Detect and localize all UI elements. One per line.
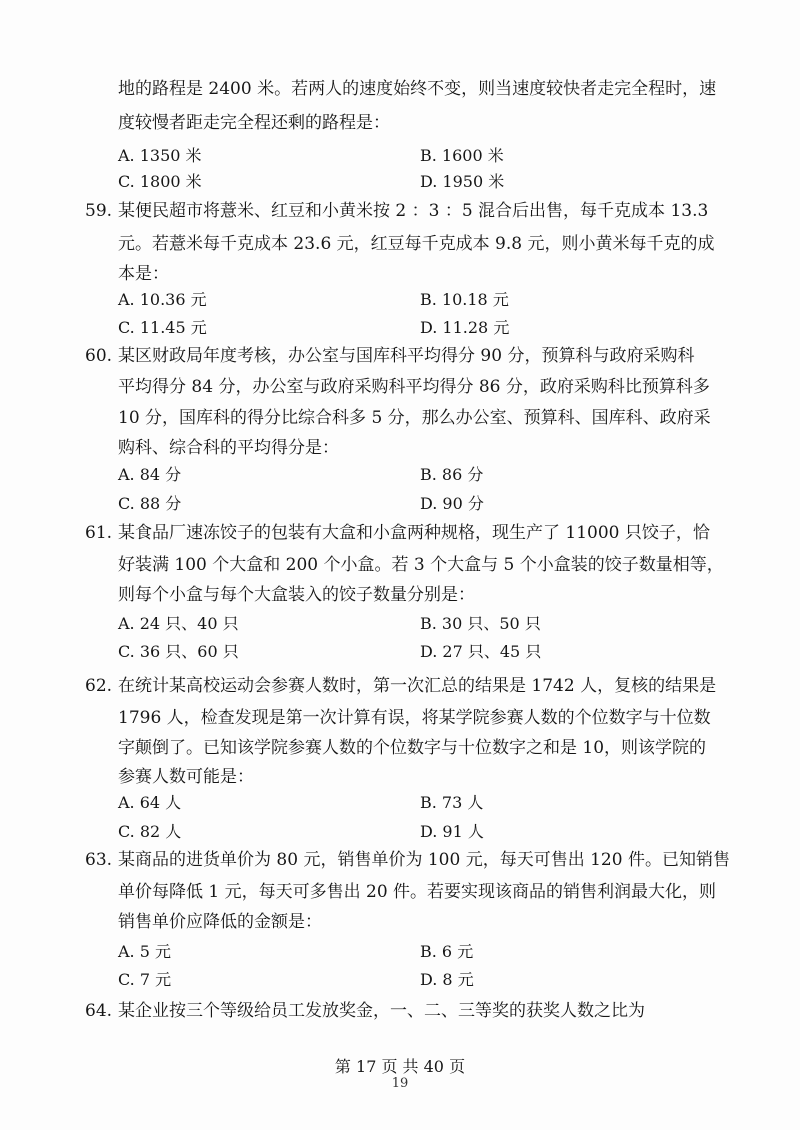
question-line: 销售单价应降低的金额是：	[118, 912, 322, 932]
question-line: 单价每降低 1 元，每天可多售出 20 件。若要实现该商品的销售利润最大化，则	[118, 882, 717, 902]
question-line: 某区财政局年度考核，办公室与国库科平均得分 90 分，预算科与政府采购科	[118, 346, 695, 366]
option-c: C. 82 人	[118, 822, 182, 841]
option-c: C. 36 只、60 只	[118, 642, 239, 661]
option-d: D. 91 人	[420, 822, 484, 841]
option-d: D. 27 只、45 只	[420, 642, 542, 661]
option-b: B. 86 分	[420, 465, 484, 484]
question-number: 59.	[85, 201, 113, 221]
page-number: 19	[391, 1076, 409, 1091]
question-number: 64.	[85, 1001, 113, 1021]
option-d: D. 1950 米	[420, 172, 505, 191]
question-number: 61.	[85, 523, 113, 543]
option-a: A. 10.36 元	[118, 290, 207, 309]
option-c: C. 1800 米	[118, 172, 202, 191]
option-a: A. 5 元	[118, 942, 171, 961]
question-line: 1796 人，检查发现是第一次计算有误，将某学院参赛人数的个位数字与十位数	[118, 708, 711, 728]
question-line: 元。若薏米每千克成本 23.6 元，红豆每千克成本 9.8 元，则小黄米每千克的成	[118, 234, 715, 254]
question-line: 度较慢者距走完全程还剩的路程是：	[118, 113, 390, 133]
option-a: A. 24 只、40 只	[118, 614, 239, 633]
question-line: 在统计某高校运动会参赛人数时，第一次汇总的结果是 1742 人，复核的结果是	[118, 676, 717, 696]
question-number: 62.	[85, 676, 113, 696]
option-c: C. 11.45 元	[118, 318, 207, 337]
option-d: D. 90 分	[420, 494, 484, 513]
question-line: 某商品的进货单价为 80 元，销售单价为 100 元，每天可售出 120 件。已知销售	[118, 850, 730, 870]
question-line: 某食品厂速冻饺子的包装有大盒和小盒两种规格，现生产了 11000 只饺子，恰	[118, 523, 710, 543]
question-number: 60.	[85, 346, 113, 366]
option-b: B. 10.18 元	[420, 290, 509, 309]
option-a: A. 1350 米	[118, 146, 202, 165]
option-d: D. 8 元	[420, 970, 474, 989]
option-b: B. 1600 米	[420, 146, 504, 165]
page-footer: 第 17 页 共 40 页	[334, 1057, 466, 1076]
question-line: 则每个小盒与每个大盒装入的饺子数量分别是：	[118, 585, 475, 605]
question-line: 购科、综合科的平均得分是：	[118, 438, 339, 458]
option-c: C. 7 元	[118, 970, 172, 989]
question-number: 63.	[85, 850, 113, 870]
question-line: 字颠倒了。已知该学院参赛人数的个位数字与十位数字之和是 10，则该学院的	[118, 738, 707, 758]
question-line: 参赛人数可能是：	[118, 767, 254, 787]
question-line: 地的路程是 2400 米。若两人的速度始终不变，则当速度较快者走完全程时，速	[118, 79, 717, 99]
question-line: 平均得分 84 分，办公室与政府采购科平均得分 86 分，政府采购科比预算科多	[118, 377, 710, 397]
question-line: 某便民超市将薏米、红豆和小黄米按 2 ：3 ：5 混合后出售，每千克成本 13.3	[118, 201, 709, 221]
option-b: B. 73 人	[420, 793, 484, 812]
option-d: D. 11.28 元	[420, 318, 510, 337]
option-b: B. 6 元	[420, 942, 474, 961]
question-line: 某企业按三个等级给员工发放奖金，一、二、三等奖的获奖人数之比为	[118, 1001, 645, 1021]
option-a: A. 64 人	[118, 793, 182, 812]
option-c: C. 88 分	[118, 494, 182, 513]
question-line: 10 分，国库科的得分比综合科多 5 分，那么办公室、预算科、国库科、政府采	[118, 408, 711, 428]
question-line: 好装满 100 个大盒和 200 个小盒。若 3 个大盒与 5 个小盒装的饺子数量相等，	[118, 555, 724, 575]
option-a: A. 84 分	[118, 465, 182, 484]
question-line: 本是：	[118, 264, 169, 284]
option-b: B. 30 只、50 只	[420, 614, 541, 633]
